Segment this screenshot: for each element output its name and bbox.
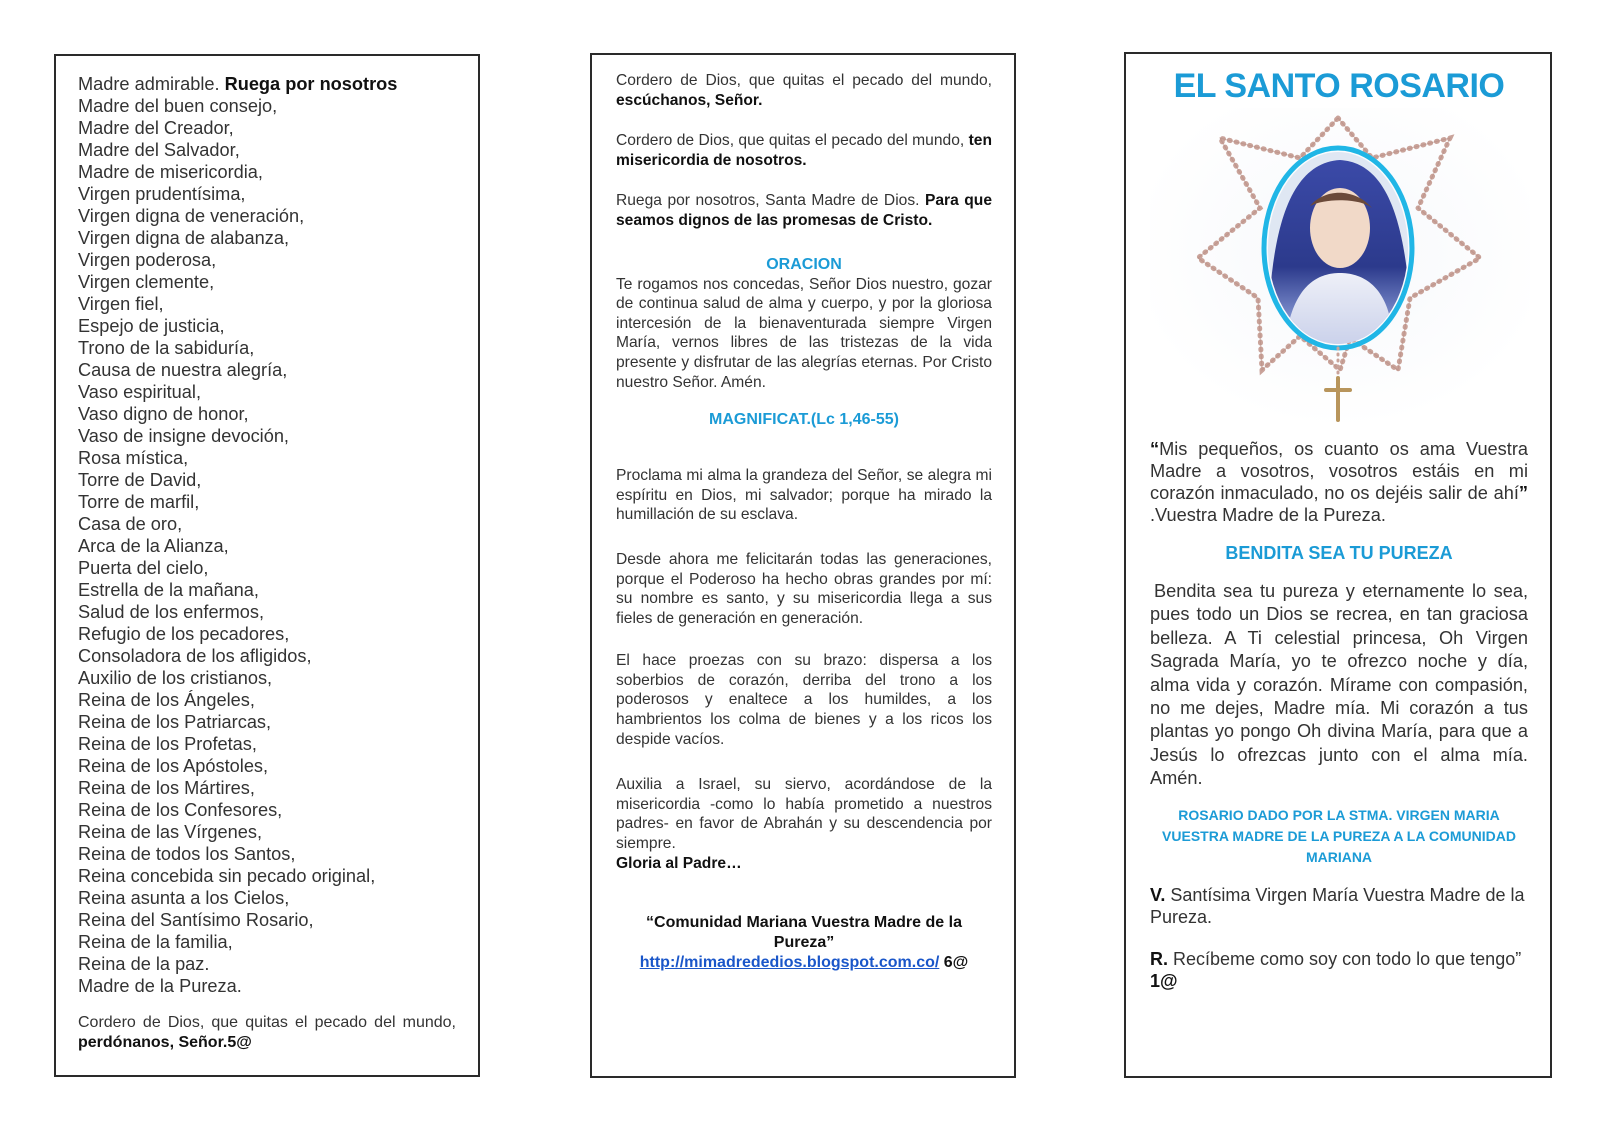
litany-item: Estrella de la mañana, xyxy=(78,580,259,600)
litany-item: Espejo de justicia, xyxy=(78,316,225,336)
magnificat-paragraph-1: Proclama mi alma la grandeza del Señor, se alegra mi espíritu en Dios, mi salvador; porque ha mirado la humillación de su esclava. xyxy=(616,467,992,524)
gloria-al-padre: Gloria al Padre… xyxy=(616,854,742,872)
litany-item: Madre de la Pureza. xyxy=(78,976,242,996)
panel-litany xyxy=(54,54,480,1077)
litany-item: Rosa mística, xyxy=(78,448,189,468)
page-number: 6@ xyxy=(939,954,969,972)
litany-item: Madre del Salvador, xyxy=(78,140,240,160)
litany-item: Arca de la Alianza, xyxy=(78,536,229,556)
litany-item: Reina de la paz. xyxy=(78,954,210,974)
litany-item: Refugio de los pecadores, xyxy=(78,624,290,644)
litany-item: Madre de misericordia, xyxy=(78,162,263,182)
community-footer xyxy=(616,913,992,973)
litany-item: Vaso espiritual, xyxy=(78,382,201,402)
virgin-quote: “Mis pequeños, os cuanto os ama Vuestra Madre a vosotros, vosotros estáis en mi corazón inmaculado, no os dejéis salir de ahí” .Vuestra Madre de la Pureza. xyxy=(1150,439,1528,525)
rosario-note: ROSARIO DADO POR LA STMA. VIRGEN MARIA VUESTRA MADRE DE LA PUREZA A LA COMUNIDAD MARIANA xyxy=(1162,806,1516,865)
rosary-illustration xyxy=(1150,108,1530,428)
footer-link-line xyxy=(616,953,992,973)
litany-items xyxy=(78,95,456,997)
litany-item: Trono de la sabiduría, xyxy=(78,338,255,358)
litany-item: Reina de los Ángeles, xyxy=(78,690,255,710)
panel-prayers xyxy=(590,53,1016,1078)
litany-item: Reina de los Mártires, xyxy=(78,778,255,798)
litany-item: Reina de los Patriarcas, xyxy=(78,712,272,732)
litany-item: Vaso digno de honor, xyxy=(78,404,249,424)
litany-item: Virgen fiel, xyxy=(78,294,164,314)
litany-item: Vaso de insigne devoción, xyxy=(78,426,289,446)
bendita-heading: BENDITA SEA TU PUREZA xyxy=(1225,543,1453,563)
cordero-perdonanos: Cordero de Dios, que quitas el pecado del mundo, perdónanos, Señor.5@ xyxy=(78,1014,456,1051)
panel-cover xyxy=(1124,52,1552,1078)
oracion-heading: ORACION xyxy=(766,255,842,273)
litany-item: Reina de todos los Santos, xyxy=(78,844,296,864)
community-name: “Comunidad Mariana Vuestra Madre de la Pureza” xyxy=(646,914,962,952)
litany-item: Auxilio de los cristianos, xyxy=(78,668,273,688)
bendita-prayer: Bendita sea tu pureza y eternamente lo sea, pues todo un Dios se recrea, en tan graciosa belleza. A Ti celestial princesa, Oh Virgen Sagrada María, yo te ofrezco noche y día, alma vida y corazón. Mírame con compasión, no me dejes, Madre mía. Mi corazón a tus plantas yo pongo Oh divina María, para que a Jesús lo ofrezcas junto con el alma mía. Amén. xyxy=(1150,581,1528,789)
litany-item: Causa de nuestra alegría, xyxy=(78,360,288,380)
litany-item: Virgen clemente, xyxy=(78,272,215,292)
litany-item: Reina del Santísimo Rosario, xyxy=(78,910,314,930)
litany-item: Reina de los Confesores, xyxy=(78,800,283,820)
litany-item: Virgen digna de alabanza, xyxy=(78,228,290,248)
litany-item: Casa de oro, xyxy=(78,514,183,534)
response: R. Recíbeme como soy con todo lo que tengo” 1@ xyxy=(1150,948,1522,991)
litany-item: Virgen digna de veneración, xyxy=(78,206,305,226)
versicle: V. Santísima Virgen María Vuestra Madre de la Pureza. xyxy=(1150,884,1525,927)
litany-item: Reina de los Profetas, xyxy=(78,734,257,754)
litany-item: Madre del buen consejo, xyxy=(78,96,278,116)
litany-item: Virgen prudentísima, xyxy=(78,184,246,204)
litany-item: Torre de David, xyxy=(78,470,202,490)
litany-item: Consoladora de los afligidos, xyxy=(78,646,312,666)
litany-item: Reina de los Apóstoles, xyxy=(78,756,269,776)
magnificat-paragraph-2: Desde ahora me felicitarán todas las generaciones, porque el Poderoso ha hecho obras grandes por mí: su nombre es santo, y su misericordia llega a sus fieles de generación en generación. xyxy=(616,550,992,627)
litany-item: Virgen poderosa, xyxy=(78,250,217,270)
litany-list xyxy=(78,73,456,95)
ruega-por-nosotros: Ruega por nosotros, Santa Madre de Dios. Para que seamos dignos de las promesas de Cristo. xyxy=(616,192,993,229)
virgin-mary-rosary-image xyxy=(1150,108,1530,428)
litany-item: Reina concebida sin pecado original, xyxy=(78,866,376,886)
litany-item: Torre de marfil, xyxy=(78,492,200,512)
magnificat-heading: MAGNIFICAT.(Lc 1,46-55) xyxy=(709,411,899,429)
litany-item: Madre del Creador, xyxy=(78,118,234,138)
litany-item: Reina asunta a los Cielos, xyxy=(78,888,290,908)
litany-item: Reina de la familia, xyxy=(78,932,233,952)
litany-item: Reina de las Vírgenes, xyxy=(78,822,263,842)
cordero-misericordia: Cordero de Dios, que quitas el pecado del mundo, ten misericordia de nosotros. xyxy=(616,132,992,169)
litany-item: Salud de los enfermos, xyxy=(78,602,265,622)
oracion-text: Te rogamos nos concedas, Señor Dios nuestro, gozar de continua salud de alma y cuerpo, y por la gloriosa intercesión de la bienaventurada siempre Virgen María, vernos libres de las tristezas de la vida presente y disfrutar de las alegrías eternas. Por Cristo nuestro Señor. Amén. xyxy=(616,275,992,391)
blog-link[interactable]: http://mimadrededios.blogspot.com.co/ xyxy=(639,954,940,972)
magnificat-paragraph-3: El hace proezas con su brazo: dispersa a los soberbios de corazón, derriba del trono a los poderosos y enaltece a los humildes, a los hambrientos los colma de bienes y a los ricos los despide vacíos. xyxy=(616,652,992,748)
cordero-escuchanos: Cordero de Dios, que quitas el pecado del mundo, escúchanos, Señor. xyxy=(616,72,992,109)
litany-first-line: Madre admirable. Ruega por nosotros xyxy=(78,74,398,94)
magnificat-paragraph-4: Auxilia a Israel, su siervo, acordándose de la misericordia -como lo había prometido a nuestros padres- en favor de Abrahán y su descendencia por siempre. xyxy=(616,776,992,853)
litany-item: Puerta del cielo, xyxy=(78,558,209,578)
main-title: EL SANTO ROSARIO xyxy=(1173,67,1505,105)
